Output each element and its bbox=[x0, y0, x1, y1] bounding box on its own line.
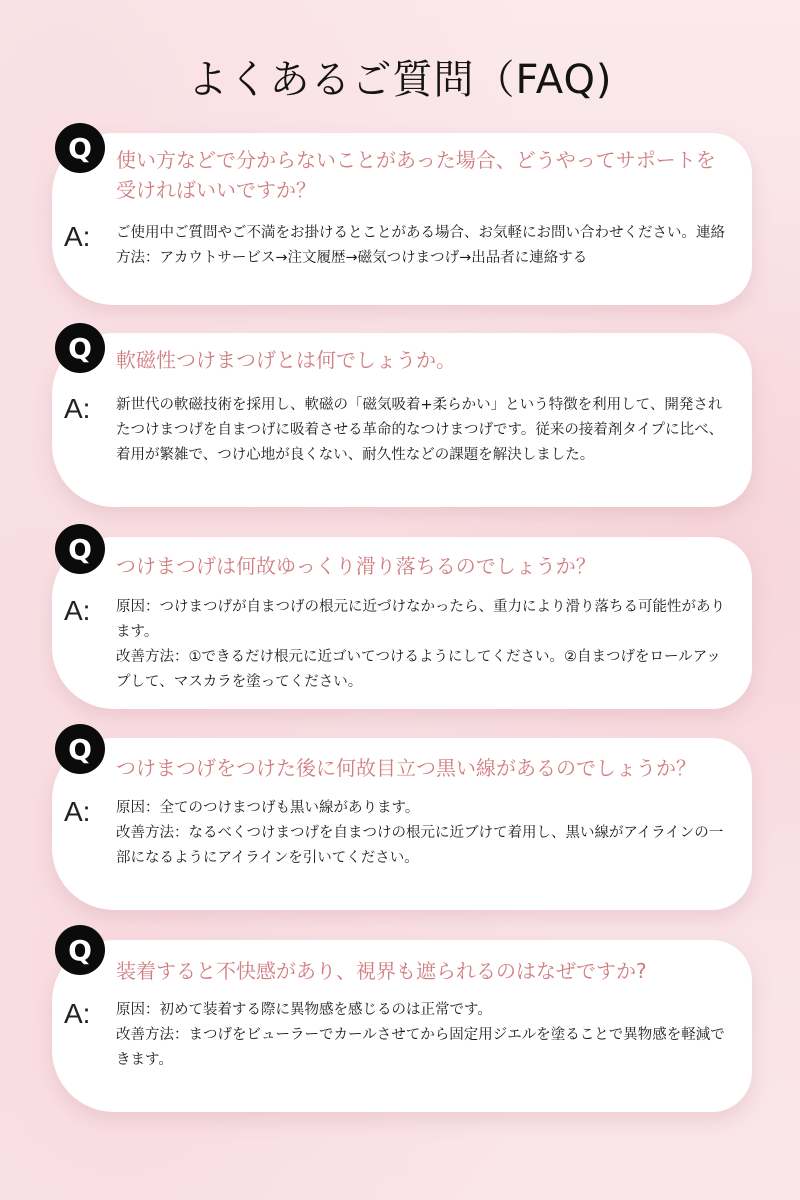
question-badge-icon: Q bbox=[55, 323, 105, 373]
faq-answer-4: 原因：全てのつけまつげも黒い線があります。 改善方法：なるべくつけまつげを自まつけの根元に近ブけて着用し、黒い線がアイラインの一部になるようにアイラインを引いてください。 bbox=[116, 800, 724, 866]
faq-card-4 bbox=[52, 738, 752, 910]
faq-answer-3: 原因：つけまつげが自まつげの根元に近づけなかったら、重力により滑り落ちる可能性があります。 改善方法：①できるだけ根元に近ゴいてつけるようにしてください。②自まつげをロールアップして、マスカラを塗ってください。 bbox=[116, 599, 725, 690]
question-badge-icon: Q bbox=[55, 123, 105, 173]
question-badge-icon: Q bbox=[55, 724, 105, 774]
answer-label: A: bbox=[64, 393, 91, 424]
faq-answer-1: ご使用中ご質問やご不満をお掛けるとことがある場合、お気軽にお問い合わせください。連絡方法：アカウトサービス→注文履歴→磁気つけまつげ→出品者に連絡する bbox=[116, 225, 725, 266]
faq-card-3 bbox=[52, 537, 752, 709]
faq-answer-2: 新世代の軟磁技術を採用し、軟磁の「磁気吸着+柔らかい」という特徴を利用して、開発されたつけまつげを自まつげに吸着させる革命的なつけまつげです。従来の接着剤タイプに比べ、着用が繁雑で、つけ心地が良くない、耐久性などの課題を解決しました。 bbox=[116, 397, 724, 463]
question-badge-icon: Q bbox=[55, 925, 105, 975]
faq-question-2: 軟磁性つけまつげとは何でしょうか。 bbox=[116, 348, 456, 372]
page-title: よくあるご質問（FAQ) bbox=[187, 57, 613, 103]
faq-question-4: つけまつげをつけた後に何故目立つ黒い線があるのでしょうか？ bbox=[116, 756, 696, 780]
faq-question-3: つけまつげは何故ゆっくり滑り落ちるのでしょうか？ bbox=[116, 554, 596, 578]
faq-card-5 bbox=[52, 940, 752, 1112]
question-badge-icon: Q bbox=[55, 524, 105, 574]
faq-card-1 bbox=[52, 133, 752, 305]
answer-label: A: bbox=[64, 796, 91, 827]
answer-label: A: bbox=[64, 595, 91, 626]
faq-card-2 bbox=[52, 333, 752, 507]
answer-label: A: bbox=[64, 221, 91, 252]
faq-question-1: 使い方などで分からないことがあった場合、どうやってサポートを受ければいいですか？ bbox=[116, 148, 716, 202]
faq-question-5: 装着すると不快感があり、視界も遮られるのはなぜですか? bbox=[116, 959, 647, 983]
answer-label: A: bbox=[64, 998, 91, 1029]
faq-answer-5: 原因：初めて装着する際に異物感を感じるのは正常です。 改善方法：まつげをビューラーでカールさせてから固定用ジエルを塗ることで異物感を軽減できます。 bbox=[116, 1002, 725, 1068]
